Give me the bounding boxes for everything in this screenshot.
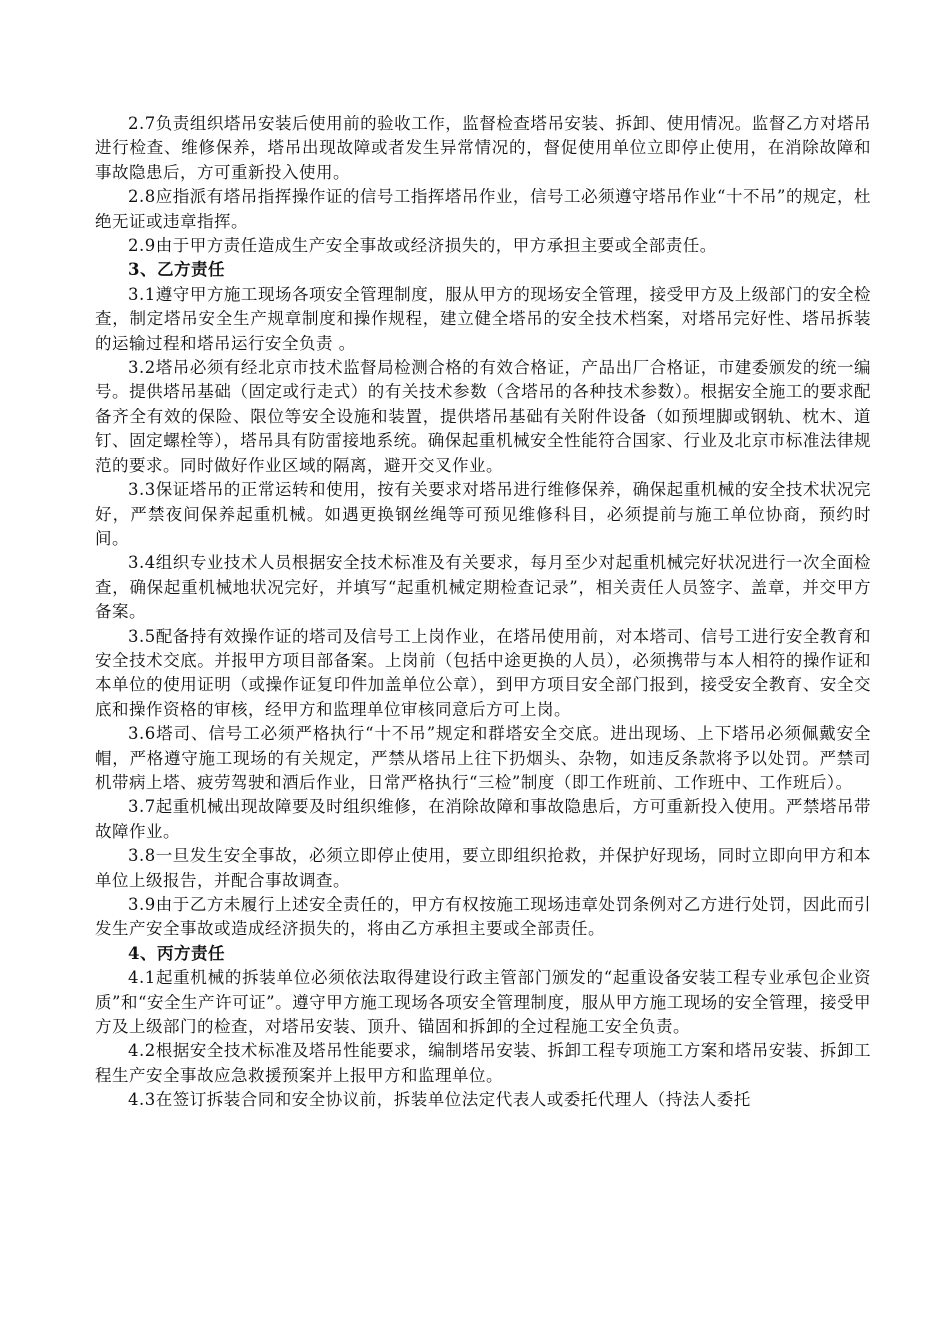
clause-2-8: 2.8应指派有塔吊指挥操作证的信号工指挥塔吊作业，信号工必须遵守塔吊作业“十不吊”的规定，杜绝无证或违章指挥。 [95, 187, 871, 231]
clause-3-7: 3.7起重机械出现故障要及时组织维修，在消除故障和事故隐患后，方可重新投入使用。严禁塔吊带故障作业。 [95, 797, 871, 841]
section-heading-party-c: 4、丙方责任 [128, 943, 225, 963]
clause-4-3: 4.3在签订拆装合同和安全协议前，拆装单位法定代表人或委托代理人（持法人委托 [128, 1090, 751, 1110]
clause-2-9: 2.9由于甲方责任造成生产安全事故或经济损失的，甲方承担主要或全部责任。 [128, 236, 717, 256]
clause-3-4: 3.4组织专业技术人员根据安全技术标准及有关要求，每月至少对起重机械完好状况进行一次全面检查，确保起重机械地状况完好，并填写“起重机械定期检查记录”，相关责任人员签字、盖章，并交甲方备案。 [95, 553, 871, 622]
clause-3-2: 3.2塔吊必须有经北京市技术监督局检测合格的有效合格证，产品出厂合格证，市建委颁发的统一编号。提供塔吊基础（固定或行走式）的有关技术参数（含塔吊的各种技术参数）。根据安全施工的要求配备齐全有效的保险、限位等安全设施和装置，提供塔吊基础有关附件设备（如预埋脚或钢轨、枕木、道钉、固定螺栓等），塔吊具有防雷接地系统。确保起重机械安全性能符合国家、行业及北京市标准法律规范的要求。同时做好作业区域的隔离，避开交叉作业。 [95, 358, 871, 475]
clause-3-6: 3.6塔司、信号工必须严格执行“十不吊”规定和群塔安全交底。进出现场、上下塔吊必须佩戴安全帽，严格遵守施工现场的有关规定，严禁从塔吊上往下扔烟头、杂物，如违反条款将予以处罚。严禁司机带病上塔、疲劳驾驶和酒后作业，日常严格执行“三检”制度（即工作班前、工作班中、工作班后）。 [95, 724, 871, 792]
clause-3-3: 3.3保证塔吊的正常运转和使用，按有关要求对塔吊进行维修保养，确保起重机械的安全技术状况完好，严禁夜间保养起重机械。如遇更换钢丝绳等可预见维修科目，必须提前与施工单位协商，预约时间。 [95, 480, 871, 548]
clause-4-1: 4.1起重机械的拆装单位必须依法取得建设行政主管部门颁发的“起重设备安装工程专业承包企业资质”和“安全生产许可证”。遵守甲方施工现场各项安全管理制度，服从甲方施工现场的安全管理，接受甲方及上级部门的检查，对塔吊安装、顶升、锚固和拆卸的全过程施工安全负责。 [95, 968, 871, 1037]
clause-4-2: 4.2根据安全技术标准及塔吊性能要求，编制塔吊安装、拆卸工程专项施工方案和塔吊安装、拆卸工程生产安全事故应急救援预案并上报甲方和监理单位。 [95, 1041, 871, 1085]
clause-3-5: 3.5配备持有效操作证的塔司及信号工上岗作业，在塔吊使用前，对本塔司、信号工进行安全教育和安全技术交底。并报甲方项目部备案。上岗前（包括中途更换的人员），必须携带与本人相符的操作证和本单位的使用证明（或操作证复印件加盖单位公章），到甲方项目安全部门报到，接受安全教育、安全交底和操作资格的审核，经甲方和监理单位审核同意后方可上岗。 [95, 626, 871, 719]
clause-3-9: 3.9由于乙方未履行上述安全责任的，甲方有权按施工现场违章处罚条例对乙方进行处罚，因此而引发生产安全事故或造成经济损失的，将由乙方承担主要或全部责任。 [95, 895, 871, 939]
section-heading-party-b: 3、乙方责任 [128, 260, 225, 280]
clause-3-8: 3.8一旦发生安全事故，必须立即停止使用，要立即组织抢救，并保护好现场，同时立即向甲方和本单位上级报告，并配合事故调查。 [95, 846, 871, 890]
clause-2-7: 2.7负责组织塔吊安装后使用前的验收工作，监督检查塔吊安装、拆卸、使用情况。监督乙方对塔吊进行检查、维修保养，塔吊出现故障或者发生异常情况的，督促使用单位立即停止使用，在消除故障和事故隐患后，方可重新投入使用。 [95, 114, 871, 182]
clause-3-1: 3.1遵守甲方施工现场各项安全管理制度，服从甲方的现场安全管理，接受甲方及上级部门的安全检查，制定塔吊安全生产规章制度和操作规程，建立健全塔吊的安全技术档案，对塔吊完好性、塔吊拆装的运输过程和塔吊运行安全负责 。 [95, 284, 871, 353]
document-body [95, 112, 871, 1113]
